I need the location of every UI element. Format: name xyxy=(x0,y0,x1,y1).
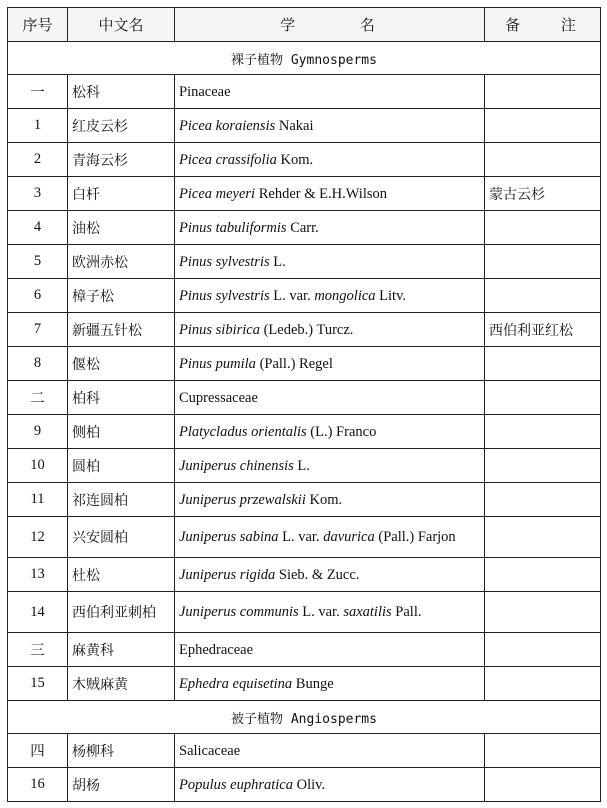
scientific-name-part: (L.) Franco xyxy=(306,423,377,440)
row-number: 5 xyxy=(8,245,68,279)
header-remark: 备 注 xyxy=(485,8,601,42)
scientific-name xyxy=(175,483,485,517)
scientific-name-part: L. var. xyxy=(278,529,324,545)
chinese-name: 柏科 xyxy=(68,381,175,415)
scientific-name xyxy=(175,245,485,279)
chinese-name: 杜松 xyxy=(68,558,175,592)
chinese-name: 祁连圆柏 xyxy=(68,483,175,517)
scientific-name-part: L. xyxy=(269,253,286,270)
table-row xyxy=(8,633,601,667)
scientific-name-italic-part: Ephedra equisetina xyxy=(179,675,293,692)
chinese-name: 油松 xyxy=(68,211,175,245)
remark xyxy=(485,143,601,177)
scientific-name xyxy=(175,768,485,802)
scientific-name-italic-part: Juniperus rigida xyxy=(179,566,276,583)
remark xyxy=(485,449,601,483)
table-row xyxy=(8,558,601,592)
scientific-name-part: L. var. xyxy=(269,287,315,304)
section-title: 被子植物 Angiosperms xyxy=(8,701,601,734)
remark xyxy=(485,381,601,415)
scientific-name-italic-part: Pinus sibirica xyxy=(179,321,260,338)
chinese-name: 白杄 xyxy=(68,177,175,211)
row-number: 8 xyxy=(8,347,68,381)
scientific-name xyxy=(175,667,485,701)
scientific-name-italic-part: Pinus pumila xyxy=(179,355,256,372)
header-number: 序号 xyxy=(8,8,68,42)
scientific-name xyxy=(175,75,485,109)
chinese-name: 红皮云杉 xyxy=(68,109,175,143)
chinese-name: 樟子松 xyxy=(68,279,175,313)
table-row xyxy=(8,109,601,143)
row-number: 12 xyxy=(8,517,68,558)
table-body xyxy=(8,42,601,802)
row-number: 15 xyxy=(8,667,68,701)
scientific-name xyxy=(175,415,485,449)
row-number: 10 xyxy=(8,449,68,483)
remark: 西伯利亚红松 xyxy=(485,313,601,347)
table-row xyxy=(8,517,601,558)
row-number: 1 xyxy=(8,109,68,143)
remark xyxy=(485,633,601,667)
section-row xyxy=(8,701,601,734)
scientific-name-italic-part: Juniperus przewalskii xyxy=(179,491,306,508)
scientific-name-italic-part: saxatilis xyxy=(343,604,392,620)
scientific-name xyxy=(175,592,485,633)
scientific-name-part: Pinaceae xyxy=(179,83,231,100)
scientific-name-italic-part: Picea meyeri xyxy=(179,185,256,202)
table-row xyxy=(8,177,601,211)
chinese-name: 杨柳科 xyxy=(68,734,175,768)
scientific-name-part: Carr. xyxy=(286,219,319,236)
remark xyxy=(485,415,601,449)
table-row xyxy=(8,449,601,483)
scientific-name-part: Bunge xyxy=(292,675,334,692)
row-number: 四 xyxy=(8,734,68,768)
chinese-name: 木贼麻黄 xyxy=(68,667,175,701)
scientific-name xyxy=(175,633,485,667)
scientific-name xyxy=(175,177,485,211)
chinese-name: 偃松 xyxy=(68,347,175,381)
scientific-name xyxy=(175,558,485,592)
scientific-name-italic-part: davurica xyxy=(323,529,375,545)
row-number: 11 xyxy=(8,483,68,517)
scientific-name xyxy=(175,109,485,143)
chinese-name: 新疆五针松 xyxy=(68,313,175,347)
scientific-name-part: Litv. xyxy=(375,287,407,304)
scientific-name-part: (Ledeb.) Turcz. xyxy=(259,321,354,338)
table-row xyxy=(8,211,601,245)
row-number: 16 xyxy=(8,768,68,802)
remark xyxy=(485,245,601,279)
remark xyxy=(485,734,601,768)
scientific-name xyxy=(175,279,485,313)
scientific-name xyxy=(175,734,485,768)
table-row xyxy=(8,313,601,347)
table-row xyxy=(8,592,601,633)
chinese-name: 麻黄科 xyxy=(68,633,175,667)
header-scientific-name: 学 名 xyxy=(175,8,485,42)
scientific-name-part: Pall. xyxy=(391,604,422,620)
remark xyxy=(485,109,601,143)
row-number: 13 xyxy=(8,558,68,592)
header-chinese-name: 中文名 xyxy=(68,8,175,42)
scientific-name-part: Kom. xyxy=(276,151,314,168)
scientific-name-italic-part: Pinus sylvestris xyxy=(179,253,270,270)
scientific-name-part: Ephedraceae xyxy=(179,641,254,658)
section-title: 裸子植物 Gymnosperms xyxy=(8,42,601,75)
row-number: 7 xyxy=(8,313,68,347)
row-number: 三 xyxy=(8,633,68,667)
scientific-name-italic-part: Pinus tabuliformis xyxy=(179,219,287,236)
row-number: 二 xyxy=(8,381,68,415)
scientific-name-part: Salicaceae xyxy=(179,742,241,759)
chinese-name: 西伯利亚刺柏 xyxy=(68,592,175,633)
remark xyxy=(485,667,601,701)
row-number: 6 xyxy=(8,279,68,313)
remark xyxy=(485,517,601,558)
table-row xyxy=(8,347,601,381)
scientific-name-italic-part: Platycladus orientalis xyxy=(179,423,307,440)
remark xyxy=(485,211,601,245)
remark xyxy=(485,279,601,313)
section-row xyxy=(8,42,601,75)
chinese-name: 欧洲赤松 xyxy=(68,245,175,279)
table-row xyxy=(8,415,601,449)
table-row xyxy=(8,75,601,109)
row-number: 14 xyxy=(8,592,68,633)
table-row xyxy=(8,143,601,177)
remark xyxy=(485,592,601,633)
chinese-name: 松科 xyxy=(68,75,175,109)
remark xyxy=(485,558,601,592)
scientific-name-part: L. var. xyxy=(298,604,344,620)
chinese-name: 侧柏 xyxy=(68,415,175,449)
scientific-name-part: Sieb. & Zucc. xyxy=(275,566,360,583)
scientific-name-italic-part: Picea crassifolia xyxy=(179,151,277,168)
scientific-name xyxy=(175,381,485,415)
scientific-name-part: (Pall.) Regel xyxy=(255,355,333,372)
table-row xyxy=(8,667,601,701)
table-row xyxy=(8,381,601,415)
remark: 蒙古云杉 xyxy=(485,177,601,211)
scientific-name xyxy=(175,313,485,347)
remark xyxy=(485,75,601,109)
scientific-name xyxy=(175,211,485,245)
scientific-name xyxy=(175,449,485,483)
scientific-name-part: Rehder & E.H.Wilson xyxy=(255,185,388,202)
scientific-name-part: Kom. xyxy=(305,491,343,508)
scientific-name-part: Oliv. xyxy=(292,776,326,793)
species-table xyxy=(7,7,601,802)
scientific-name-italic-part: Picea koraiensis xyxy=(179,117,276,134)
row-number: 2 xyxy=(8,143,68,177)
scientific-name-italic-part: Populus euphratica xyxy=(179,776,293,793)
chinese-name: 青海云杉 xyxy=(68,143,175,177)
row-number: 一 xyxy=(8,75,68,109)
table-row xyxy=(8,483,601,517)
scientific-name xyxy=(175,143,485,177)
table-row xyxy=(8,245,601,279)
scientific-name xyxy=(175,517,485,558)
table-row xyxy=(8,734,601,768)
chinese-name: 兴安圆柏 xyxy=(68,517,175,558)
table-row xyxy=(8,279,601,313)
row-number: 9 xyxy=(8,415,68,449)
scientific-name-part: L. xyxy=(293,457,310,474)
table-header-row xyxy=(8,8,601,42)
chinese-name: 胡杨 xyxy=(68,768,175,802)
scientific-name-italic-part: Juniperus communis xyxy=(179,604,299,620)
remark xyxy=(485,768,601,802)
scientific-name-italic-part: Pinus sylvestris xyxy=(179,287,270,304)
scientific-name-italic-part: Juniperus sabina xyxy=(179,529,279,545)
scientific-name-part: (Pall.) Farjon xyxy=(374,529,456,545)
row-number: 4 xyxy=(8,211,68,245)
chinese-name: 圆柏 xyxy=(68,449,175,483)
remark xyxy=(485,483,601,517)
scientific-name xyxy=(175,347,485,381)
scientific-name-italic-part: mongolica xyxy=(314,287,376,304)
table-row xyxy=(8,768,601,802)
scientific-name-part: Cupressaceae xyxy=(179,389,258,406)
scientific-name-italic-part: Juniperus chinensis xyxy=(179,457,294,474)
remark xyxy=(485,347,601,381)
scientific-name-part: Nakai xyxy=(275,117,314,134)
row-number: 3 xyxy=(8,177,68,211)
